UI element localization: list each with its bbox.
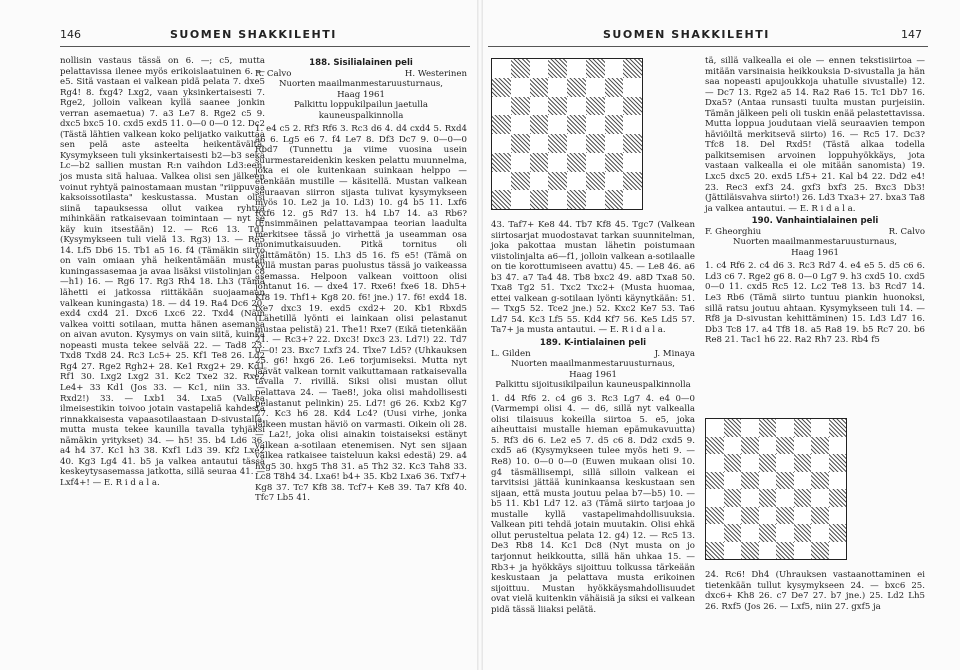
board-square bbox=[530, 59, 549, 78]
board-square bbox=[623, 59, 642, 78]
board-square bbox=[759, 472, 777, 490]
board-square bbox=[548, 115, 567, 134]
board-square bbox=[567, 97, 586, 116]
board-square bbox=[811, 419, 829, 437]
game-190-event: Nuorten maailmanmestaruusturnaus, bbox=[732, 237, 898, 248]
board-square bbox=[741, 489, 759, 507]
game-188-header bbox=[255, 58, 467, 121]
game-188-players bbox=[255, 69, 467, 80]
board-square bbox=[567, 134, 586, 153]
game-188-conclusion: 43. Taf7+ Ke8 44. Tb7 Kf8 45. Tgc7 (Valkean siirtosarjat muodostavat tarkan suunnitelman, joka pakottaa mustan lähetin poistumaan viistolinjalta a6—f1, jolloin valkean a-sotilaalle on tie korottumiseen avattu) 45. — Le8 46. a6 b3 47. a7 Ta4 48. Tb8 bxc2 49. a8D Txa8 50. Txa8 Tg2 51. Txc2 Txc2+ (Musta huomaa, ettei valkean g-sotilaan lyönti käynytkään: 51. — Txg5 52. Tce2 jne.) 52. Kxc2 Ke7 53. Ta6 Ld7 54. Kc3 Lf5 55. Kd4 Kf7 56. Ke5 Ld5 57. Ta7+ ja musta antautui. — E. R i d a l a. bbox=[491, 220, 695, 336]
white-player: F. Gheorghiu bbox=[705, 226, 762, 237]
board-square bbox=[605, 172, 624, 191]
board-square bbox=[759, 454, 777, 472]
chess-diagram-1 bbox=[491, 58, 643, 210]
white-player: L. Gilden bbox=[491, 348, 531, 359]
board-square bbox=[706, 419, 724, 437]
board-square bbox=[829, 542, 847, 560]
board-square bbox=[741, 524, 759, 542]
board-square bbox=[548, 190, 567, 209]
header-rule-right bbox=[488, 46, 928, 47]
board-square bbox=[829, 524, 847, 542]
board-square bbox=[706, 524, 724, 542]
board-square bbox=[492, 172, 511, 191]
board-square bbox=[759, 489, 777, 507]
board-square bbox=[776, 472, 794, 490]
board-square bbox=[724, 419, 742, 437]
board-square bbox=[548, 134, 567, 153]
game-189-players bbox=[491, 349, 695, 360]
board-square bbox=[511, 172, 530, 191]
board-square bbox=[548, 97, 567, 116]
board-square bbox=[605, 97, 624, 116]
board-square bbox=[794, 454, 812, 472]
game-190-moves: 1. c4 Rf6 2. c4 d6 3. Rc3 Rd7 4. e4 e5 5. d5 c6 6. Ld3 c6 7. Rge2 g6 8. 0—0 Lg7 9. h3 cxd5 10. cxd5 0—0 11. cxd5 Rc5 12. Lc2 Te8 13. b3 Rcd7 14. Le3 Rb6 (Tämä siirto tuntuu piankin huonoksi, sillä ratsu joutuu ahtaan. Kysymykseen tuli 14. — Rf8 ja D-sivustan kehittäminen) 15. Ld3 Ld7 16. Db3 Tc8 17. a4 Tf8 18. a5 Ra8 19. b5 Rc7 20. b6 Re8 21. Tac1 h6 22. Ra2 Rh7 23. Rb4 f5 bbox=[705, 261, 925, 346]
board-square bbox=[530, 172, 549, 191]
board-square bbox=[829, 419, 847, 437]
board-square bbox=[706, 489, 724, 507]
left-page bbox=[0, 0, 477, 670]
board-square bbox=[724, 454, 742, 472]
board-square bbox=[586, 59, 605, 78]
board-square bbox=[706, 542, 724, 560]
board-square bbox=[530, 153, 549, 172]
board-square bbox=[811, 542, 829, 560]
board-square bbox=[706, 472, 724, 490]
board-square bbox=[623, 190, 642, 209]
board-square bbox=[794, 472, 812, 490]
board-square bbox=[492, 59, 511, 78]
board-square bbox=[492, 115, 511, 134]
game-189-header bbox=[491, 338, 695, 391]
board-square bbox=[706, 454, 724, 472]
board-square bbox=[586, 97, 605, 116]
board-square bbox=[492, 78, 511, 97]
board-square bbox=[605, 153, 624, 172]
board-square bbox=[776, 524, 794, 542]
board-square bbox=[794, 489, 812, 507]
board-square bbox=[511, 97, 530, 116]
page-number-right: 147 bbox=[901, 28, 922, 41]
game-189-notes: tä, sillä valkealla ei ole — ennen tekstisiirtoa — mitään varsinaisia heikkouksia D-sivustalla ja hän saa nopeasti apujoukkoja uhatulle sivustalle) 12. — Dc7 13. Rge2 a5 14. Ra2 Ra6 15. Tc1 Db7 16. Dxa5? (Antaa runsasti tuulta mustan purjeisiin. Tämän jälkeen peli oli tuskin enää pelastettavissa. Mutta loppua joudutaan vielä seuraavien tempon häviöiltä merkitsevä siirto) 16. — Rc5 17. Dc3? Tfc8 18. Del Rxd5! (Tästä alkaa todella palkitsemisen arvoinen loppuhyökkäys, jota vastaan valkealla ei ole mitään sanomista) 19. Lxc5 dxc5 20. exd5 Lf5+ 21. Kal b4 22. Dd2 e4! 23. Rec3 exf3 24. gxf3 bxf3 25. Bxc3 Db3! (Jättiläisvahva siirto!) 26. Ld3 Txa3+ 27. bxa3 Ta8 ja valkea antautui. — E. R i d a l a. bbox=[705, 56, 925, 214]
board-square bbox=[548, 78, 567, 97]
game-189-title: 189. K-intialainen peli bbox=[539, 338, 647, 349]
board-square bbox=[759, 419, 777, 437]
board-square bbox=[776, 419, 794, 437]
board-square bbox=[759, 507, 777, 525]
game-190-continuation: 24. Rc6! Dh4 (Uhrauksen vastaanottaminen ei tietenkään tullut kysymykseen 24. — bxc6 25. dxc6+ Kh8 26. c7 De7 27. b7 jne.) 25. Ld2 Lh5 26. Rxf5 (Jos 26. — Lxf5, niin 27. gxf5 ja bbox=[705, 570, 925, 612]
board-square bbox=[530, 134, 549, 153]
board-square bbox=[623, 134, 642, 153]
board-square bbox=[811, 472, 829, 490]
board-square bbox=[567, 115, 586, 134]
board-square bbox=[605, 190, 624, 209]
board-square bbox=[492, 153, 511, 172]
chess-diagram-2 bbox=[705, 418, 847, 560]
board-square bbox=[776, 437, 794, 455]
board-square bbox=[567, 59, 586, 78]
board-square bbox=[492, 134, 511, 153]
game-189-event-place: Haag 1961 bbox=[569, 369, 617, 380]
board-square bbox=[586, 153, 605, 172]
board-square bbox=[567, 172, 586, 191]
board-square bbox=[548, 59, 567, 78]
board-square bbox=[511, 190, 530, 209]
board-square bbox=[586, 115, 605, 134]
left-column-2 bbox=[255, 56, 467, 504]
board-square bbox=[548, 172, 567, 191]
black-player: H. Westerinen bbox=[404, 68, 467, 79]
black-player: R. Calvo bbox=[888, 226, 925, 237]
board-square bbox=[605, 134, 624, 153]
board-square bbox=[548, 153, 567, 172]
board-square bbox=[623, 97, 642, 116]
board-square bbox=[811, 454, 829, 472]
board-square bbox=[741, 437, 759, 455]
board-square bbox=[794, 507, 812, 525]
board-square bbox=[794, 542, 812, 560]
board-square bbox=[811, 507, 829, 525]
white-player: R. Calvo bbox=[255, 68, 292, 79]
board-square bbox=[759, 524, 777, 542]
board-square bbox=[567, 190, 586, 209]
board-square bbox=[776, 489, 794, 507]
board-square bbox=[706, 507, 724, 525]
board-square bbox=[724, 437, 742, 455]
board-square bbox=[530, 115, 549, 134]
board-square bbox=[794, 419, 812, 437]
board-square bbox=[776, 542, 794, 560]
running-head-left: SUOMEN SHAKKILEHTI bbox=[170, 28, 337, 41]
chessboard-1 bbox=[491, 58, 643, 210]
game-190-players bbox=[705, 227, 925, 238]
right-column-2-bottom bbox=[705, 570, 925, 612]
board-square bbox=[706, 437, 724, 455]
board-square bbox=[605, 115, 624, 134]
board-square bbox=[511, 78, 530, 97]
board-square bbox=[605, 78, 624, 97]
board-square bbox=[741, 419, 759, 437]
board-square bbox=[586, 190, 605, 209]
board-square bbox=[794, 524, 812, 542]
game-190-title: 190. Vanhaintialainen peli bbox=[751, 216, 879, 227]
game-190-event-place: Haag 1961 bbox=[791, 247, 839, 258]
board-square bbox=[829, 437, 847, 455]
board-square bbox=[605, 59, 624, 78]
board-square bbox=[741, 507, 759, 525]
board-square bbox=[623, 78, 642, 97]
game-188-event: Nuorten maailmanmestaruusturnaus, bbox=[278, 79, 444, 90]
running-head-right: SUOMEN SHAKKILEHTI bbox=[603, 28, 770, 41]
board-square bbox=[623, 115, 642, 134]
board-square bbox=[492, 190, 511, 209]
board-square bbox=[829, 507, 847, 525]
game-188-prize: Palkittu loppukilpailun jaetulla kauneuspalkinnolla bbox=[294, 100, 428, 121]
board-square bbox=[511, 59, 530, 78]
board-square bbox=[586, 172, 605, 191]
board-square bbox=[759, 542, 777, 560]
board-square bbox=[724, 472, 742, 490]
board-square bbox=[811, 524, 829, 542]
game-187-notes: nollisin vastaus tässä on 6. —; c5, mutta pelattavissa ilenee myös erikoislaatuinen 6. — e5. Sitä vastaan ei valkean pidä pelata 7. dxe5 Rg4! 8. fxg4? Lxg2, vaan yksinkertaisesti 7. Rge2, jolloin valkean kyllä saanee jonkin verran asemaetua) 7. a3 Le7 8. Rge2 c5 9. dxc5 bxc5 10. cxd5 exd5 11. 0—0 0—0 12. Dc2 (Tästä lähtien valkean koko pelijatko vaikuttaa sen pelä aste asteelta heikentävältä. Kysymykseen tuli yksinkertaisesti b2—b3 sekä Lc—b2 sallien mustan R:n vaihdon Ld3:een, jos musta sitä haluaa. Valkea olisi sen jälkeen voinut ryhtyä painostamaan mustan "riippuvaa kaksoissotilasta" keskustassa. Mustan olisi siinä tapauksessa ollut vaikea ryhtyä mihinkään ratkaisevaan toimintaan — nyt se käy kuin itsestään) 12. — Rc6 13. Td1 (Kysymykseen tuli vielä 13. Rg3) 13. — Re5 14. Lf5 Db6 15. Tb1 a5 16. f4 (Tämäkin siirto on vain omiaan yhä heikentämään mustan kuningassasemaa ja avaa lisäksi viistolinjan c8—h1) 16. — Rg6 17. Rg3 Rh4 18. Lh3 (Tämä lähetti ei jatkossa riittäkään suojaamaan valkean kuningasta) 18. — d4 19. Ra4 Dc6 20. exd4 cxd4 21. Dxc6 Lxc6 22. Txd4 (Näin valkea voitti sotilaan, mutta hänen asemansa on aivan avuton. Kysymys on vain siitä, kuinka nopeasti musta tekee selvää 22. — Tad8 23. Txd8 Txd8 24. Rc3 Lc5+ 25. Kf1 Te8 26. Ld2 Rg4 27. Rge2 Rgh2+ 28. Ke1 Rxg2+ 29. Kd1 Rf1 30. Lxg2 Lxg2 31. Kc2 Txe2 32. Rxe2 Le4+ 33 Kd1 (Jos 33. — Kc1, niin 33. — Rxd2!) 33. — Lxb1 34. Lxa5 (Valkea ilmeisestikin toivoo jotain vastapeliä kahdesta rinnakkaisesta vapaasotilaastaan D-sivustalla, mutta musta tekee kaunilla tavalla tyhjäksi nämäkin yritykset) 34. — h5! 35. b4 Ld6 36. a4 h4 37. Kc1 h3 38. Kxf1 Ld3 39. Kf2 Lxe2 40. Kg3 Lg4 41. b5 ja valkea antautui tässä keskeytysasemassa jatkotta, sillä seuraa 41. — Lxf4+! — E. R i d a l a. bbox=[60, 56, 265, 488]
game-188-title: 188. Sisilialainen peli bbox=[309, 58, 413, 68]
board-square bbox=[811, 437, 829, 455]
board-square bbox=[776, 507, 794, 525]
board-square bbox=[511, 115, 530, 134]
board-square bbox=[811, 489, 829, 507]
board-square bbox=[530, 97, 549, 116]
board-square bbox=[586, 134, 605, 153]
game-190-header bbox=[705, 216, 925, 258]
board-square bbox=[511, 134, 530, 153]
board-square bbox=[741, 542, 759, 560]
board-square bbox=[776, 454, 794, 472]
board-square bbox=[623, 172, 642, 191]
right-column-2 bbox=[705, 56, 925, 346]
right-column-1 bbox=[491, 220, 695, 615]
board-square bbox=[741, 454, 759, 472]
board-square bbox=[567, 78, 586, 97]
board-square bbox=[492, 97, 511, 116]
header-rule-left bbox=[60, 46, 470, 47]
game-188-moves: 1. e4 c5 2. Rf3 Rf6 3. Rc3 d6 4. d4 cxd4 5. Rxd4 a6 6. Lg5 e6 7. f4 Le7 8. Df3 Dc7 9. 0—0—0 Rbd7 (Tunnettu ja viime vuosina usein suurmestareidenkin kesken pelattu muunnelma, joka ei ole kuitenkaan suinkaan helppo — etenkään mustille — käsitellä. Mustan valkean seuraavan siirron sijasta tulivat kysymykseen myös 10. Le2 ja 10. Ld3) 10. g4 b5 11. Lxf6 Rxf6 12. g5 Rd7 13. h4 Lb7 14. a3 Rb6? (Ensimmäinen pelattavampaa teorian laadulta merkitsee tässä jo virhettä ja useamman osa monimutkaisuuden. Pitkä tornitus oli välttämätön) 15. Lh3 d5 16. f5 e5! (Tämä on kyllä mustan paras puolustus tässä jo vaikeassa asemassa. Helpoon valkean voittoon olisi johtanut 16. — dxe4 17. Rxe6! fxe6 18. Dh5+ Kf8 19. Thf1+ Kg8 20. f6! jne.) 17. f6! exd4 18. fxe7 dxc3 19. exd5 cxd2+ 20. Kb1 Rbxd5 (Lähetillä lyönti ei lainkaan olisi pelastanut mustaa pelistä) 21. The1! Rxe7 (Eikä tietenkään 21. — Rc3+? 22. Dxc3! Dxc3 23. Ld7!) 22. Td7 0—0! 23. Bxc7 Lxf3 24. Tlxe7 Ld5? (Uhkauksen 25. g6! hxg6 26. Le6 torjumiseksi. Mutta nyt jäävät valkean tornit vaikuttamaan ratkaisevalla tavalla 7. rivillä. Siksi olisi mustan ollut pelattava 24. — Tae8!, joka olisi mahdollisesti pelastanut pelinkin) 25. Ld7! g6 26. Kxb2 Kg7 27. Kc3 h6 28. Kd4 Lc4? (Uusi virhe, jonka jälkeen mustan häviö on varmasti. Oikein oli 28. — La2!, joka olisi ainakin toistaiseksi estänyt valkean a-sotilaan etenemisen. Nyt sen sijaan valkea ratkaisee taisteluun kaksi edestä) 29. a4 hxg5 30. hxg5 Th8 31. a5 Th2 32. Kc3 Tah8 33. Lc8 T8h4 34. Lxa6! b4+ 35. Kb2 Lxa6 36. Txf7+ Kg8 37. Tc7 Kf8 38. Tcf7+ Ke8 39. Ta7 Kf8 40. Tfc7 Lb5 41. bbox=[255, 124, 467, 504]
board-square bbox=[724, 524, 742, 542]
game-189-event: Nuorten maailmanmestaruusturnaus, bbox=[510, 359, 676, 370]
board-square bbox=[829, 454, 847, 472]
board-square bbox=[511, 153, 530, 172]
game-189-prize: Palkittu sijoitusikilpailun kauneuspalkinnolla bbox=[495, 380, 691, 391]
page-number-left: 146 bbox=[60, 28, 81, 41]
board-square bbox=[829, 489, 847, 507]
board-square bbox=[623, 153, 642, 172]
board-square bbox=[530, 190, 549, 209]
right-page bbox=[483, 0, 960, 670]
black-player: J. Minaya bbox=[654, 348, 695, 359]
board-square bbox=[586, 78, 605, 97]
board-square bbox=[567, 153, 586, 172]
chessboard-2 bbox=[705, 418, 847, 560]
board-square bbox=[530, 78, 549, 97]
board-square bbox=[741, 472, 759, 490]
board-square bbox=[829, 472, 847, 490]
board-square bbox=[759, 437, 777, 455]
game-189-moves: 1. d4 Rf6 2. c4 g6 3. Rc3 Lg7 4. e4 0—0 (Varmempi olisi 4. — d6, sillä nyt valkealla olisi tilaisuus kokeilla siirtoa 5. e5, joka aiheuttaisi mustalle hieman epämukavuutta) 5. Rf3 d6 6. Le2 e5 7. d5 c6 8. Dd2 cxd5 9. cxd5 a6 (Kysymykseen tulee myös heti 9. — Re8) 10. 0—0 0—0 (Euwen mukaan olisi 10. g4 täsmällisempi, sillä silloin valkean ei tarvitsisi jättää kuninkaansa keskustaan sen sijaan, että musta joutuu pelaa b7—b5) 10. — b5 11. Kb1 Ld7 12. a3 (Tämä siirto tarjoaa jo mustalle kyllä vastapelimahdollisuuksia. Valkean piti tehdä jotain muutakin. Olisi ehkä ollut perusteltua pelata 12. g4) 12. — Rc5 13. De3 Rb8 14. Kc1 Dc8 (Nyt musta on jo tarjonnut heikkoutta, sillä hän uhkaa 15. — Rb3+ ja hyökkäys sijoittuu tolkussa tärkeään keskustaan ja pelattava musta erikoinen sijoittuu. Mustan hyökkäysmahdollisuudet ovat vielä kuitenkin vähäisiä ja siksi ei valkean pidä tässä liiaksi pelätä. bbox=[491, 393, 695, 615]
board-square bbox=[724, 489, 742, 507]
game-188-event-place: Haag 1961 bbox=[337, 89, 385, 100]
board-square bbox=[724, 542, 742, 560]
board-square bbox=[724, 507, 742, 525]
left-column-1 bbox=[60, 56, 265, 488]
board-square bbox=[794, 437, 812, 455]
